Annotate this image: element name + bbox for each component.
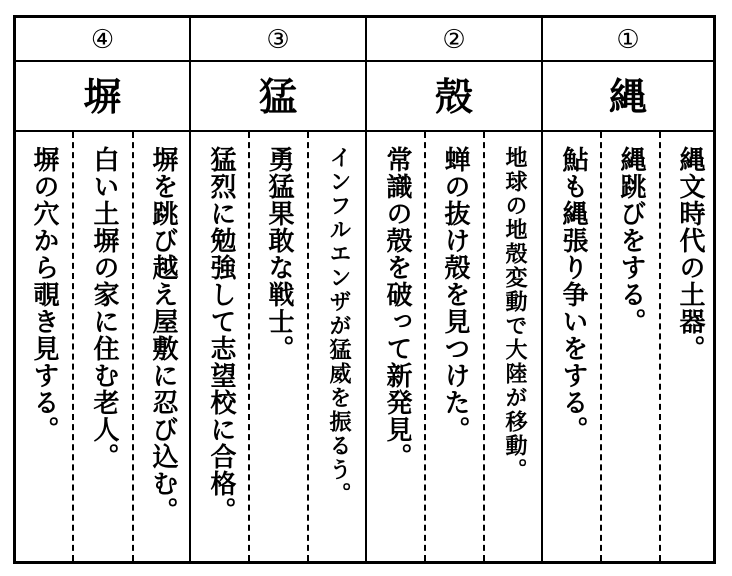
target-kanji: 縄 xyxy=(608,75,647,119)
sentence-divider xyxy=(424,132,426,561)
sentence-divider xyxy=(600,132,602,561)
example-sentence: 常識の殻を破って新発見。 xyxy=(382,146,412,470)
sentence-divider xyxy=(483,132,485,561)
target-kanji: 殻 xyxy=(434,75,473,119)
example-sentence: 地球の地殻変動で大陸が移動。 xyxy=(502,146,527,482)
example-sentence: 白い土塀の家に住む老人。 xyxy=(89,146,119,470)
example-sentence: 塀の穴から覗き見する。 xyxy=(29,146,59,443)
example-sentence: 鮎も縄張り争いをする。 xyxy=(558,146,588,443)
example-sentence: 縄跳びをする。 xyxy=(616,146,646,335)
column-number: ① xyxy=(616,25,640,55)
column-number: ② xyxy=(442,25,466,55)
sentence-divider xyxy=(307,132,309,561)
kanji-practice-sheet xyxy=(13,15,716,564)
example-sentence: 縄文時代の土器。 xyxy=(675,146,705,362)
sentence-divider xyxy=(248,132,250,561)
sentence-divider xyxy=(132,132,134,561)
target-kanji: 塀 xyxy=(83,75,122,119)
column-number: ④ xyxy=(90,25,115,55)
example-sentence: 勇猛果敢な戦士。 xyxy=(264,146,294,362)
example-sentence: インフルエンザが猛威を振るう。 xyxy=(326,146,351,506)
sentence-divider xyxy=(659,132,661,561)
column-number: ③ xyxy=(266,25,290,55)
example-sentence: 蝉の抜け殻を見つけた。 xyxy=(440,146,470,443)
target-kanji: 猛 xyxy=(258,75,297,119)
example-sentence: 猛烈に勉強して志望校に合格。 xyxy=(206,146,236,524)
example-sentence: 塀を跳び越え屋敷に忍び込む。 xyxy=(148,146,178,524)
sentence-divider xyxy=(72,132,74,561)
